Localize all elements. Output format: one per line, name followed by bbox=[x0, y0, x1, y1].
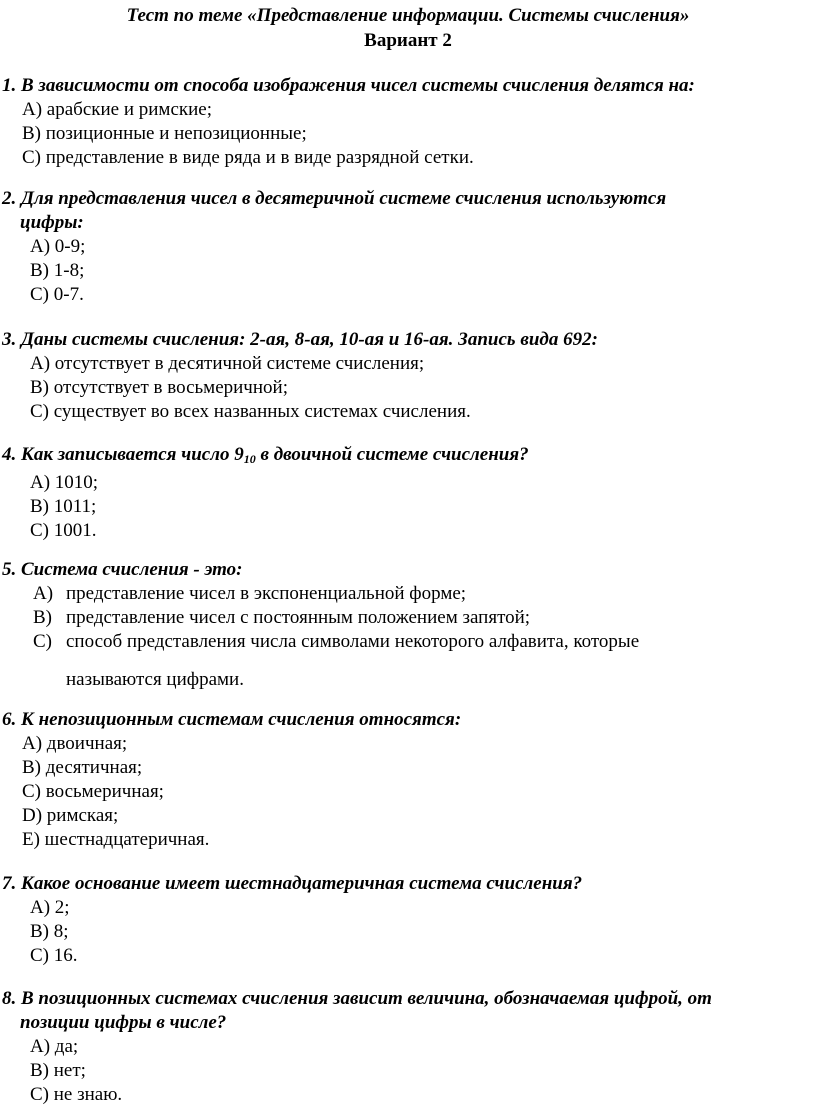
question-7-option-c: C) 16. bbox=[30, 945, 78, 966]
question-5-option-b bbox=[0, 606, 816, 630]
question-5-option-b-letter: B) bbox=[33, 607, 52, 628]
question-6 bbox=[0, 708, 816, 852]
question-6-option-a: A) двоичная; bbox=[22, 733, 128, 754]
question-4-title-text-end: в двоичной системе счисления? bbox=[255, 444, 529, 465]
question-6-option-c: C) восьмеричная; bbox=[22, 781, 164, 802]
question-1-title: 1. В зависимости от способа изображения чисел системы счисления делятся на: bbox=[2, 75, 695, 96]
question-5-option-b-text: представление чисел с постоянным положением запятой; bbox=[66, 607, 531, 628]
question-4-option-c: C) 1001. bbox=[30, 520, 97, 541]
question-8-option-b: B) нет; bbox=[30, 1060, 86, 1081]
question-5-option-c-letter: C) bbox=[33, 631, 52, 652]
question-1 bbox=[0, 74, 816, 170]
question-7-option-b: B) 8; bbox=[30, 921, 69, 942]
question-6-option-e: E) шестнадцатеричная. bbox=[22, 829, 210, 850]
question-2-title-line2: цифры: bbox=[20, 212, 84, 233]
question-3 bbox=[0, 328, 816, 424]
question-4-title-text: 4. Как записывается число 9 bbox=[2, 444, 244, 465]
question-6-option-d: D) римская; bbox=[22, 805, 119, 826]
question-6-option-b: B) десятичная; bbox=[22, 757, 143, 778]
question-1-option-a: A) арабские и римские; bbox=[22, 99, 212, 120]
question-4 bbox=[0, 443, 816, 543]
question-1-option-c: C) представление в виде ряда и в виде разрядной сетки. bbox=[22, 147, 474, 168]
question-5-option-c-continuation: называются цифрами. bbox=[66, 669, 244, 690]
question-8-title-line2: позиции цифры в числе? bbox=[20, 1012, 227, 1033]
question-5-title: 5. Система счисления - это: bbox=[2, 559, 243, 580]
question-6-title: 6. К непозиционным системам счисления относятся: bbox=[2, 709, 462, 730]
question-4-option-b: B) 1011; bbox=[30, 496, 97, 517]
question-8-title bbox=[2, 987, 792, 1035]
question-7-option-a: A) 2; bbox=[30, 897, 70, 918]
question-5-option-a-text: представление чисел в экспоненциальной форме; bbox=[66, 583, 467, 604]
question-5-option-c bbox=[0, 630, 816, 654]
question-8 bbox=[0, 987, 816, 1107]
question-4-title bbox=[2, 443, 792, 471]
question-5-option-a bbox=[0, 582, 816, 606]
question-5-option-a-letter: A) bbox=[33, 583, 54, 604]
question-2-option-b: B) 1-8; bbox=[30, 260, 85, 281]
question-7 bbox=[0, 872, 816, 968]
question-1-option-b: B) позиционные и непозиционные; bbox=[22, 123, 307, 144]
question-8-title-line1: 8. В позиционных системах счисления зависит величина, обозначаемая цифрой, от bbox=[2, 988, 712, 1009]
question-2-option-a: A) 0-9; bbox=[30, 236, 86, 257]
question-2-option-c: C) 0-7. bbox=[30, 284, 84, 305]
question-8-option-c: C) не знаю. bbox=[30, 1084, 123, 1105]
question-8-option-a: A) да; bbox=[30, 1036, 79, 1057]
question-5 bbox=[0, 558, 816, 692]
question-2-title-line1: 2. Для представления чисел в десятеричной системе счисления используются bbox=[2, 188, 667, 209]
question-2 bbox=[0, 187, 816, 307]
question-7-title: 7. Какое основание имеет шестнадцатеричная система счисления? bbox=[2, 873, 583, 894]
question-3-option-a: A) отсутствует в десятичной системе счисления; bbox=[30, 353, 425, 374]
question-3-title: 3. Даны системы счисления: 2-ая, 8-ая, 10-ая и 16-ая. Запись вида 692: bbox=[2, 329, 598, 350]
question-5-option-c-text: способ представления числа символами некоторого алфавита, которые bbox=[66, 631, 640, 652]
question-3-option-c: C) существует во всех названных системах счисления. bbox=[30, 401, 471, 422]
question-2-title bbox=[2, 187, 792, 235]
question-4-title-subscript: 10 bbox=[243, 452, 256, 466]
variant-label: Вариант 2 bbox=[364, 30, 452, 51]
question-3-option-b: B) отсутствует в восьмеричной; bbox=[30, 377, 288, 398]
document-title: Тест по теме «Представление информации. Системы счисления» bbox=[126, 5, 690, 26]
question-4-option-a: A) 1010; bbox=[30, 472, 99, 493]
